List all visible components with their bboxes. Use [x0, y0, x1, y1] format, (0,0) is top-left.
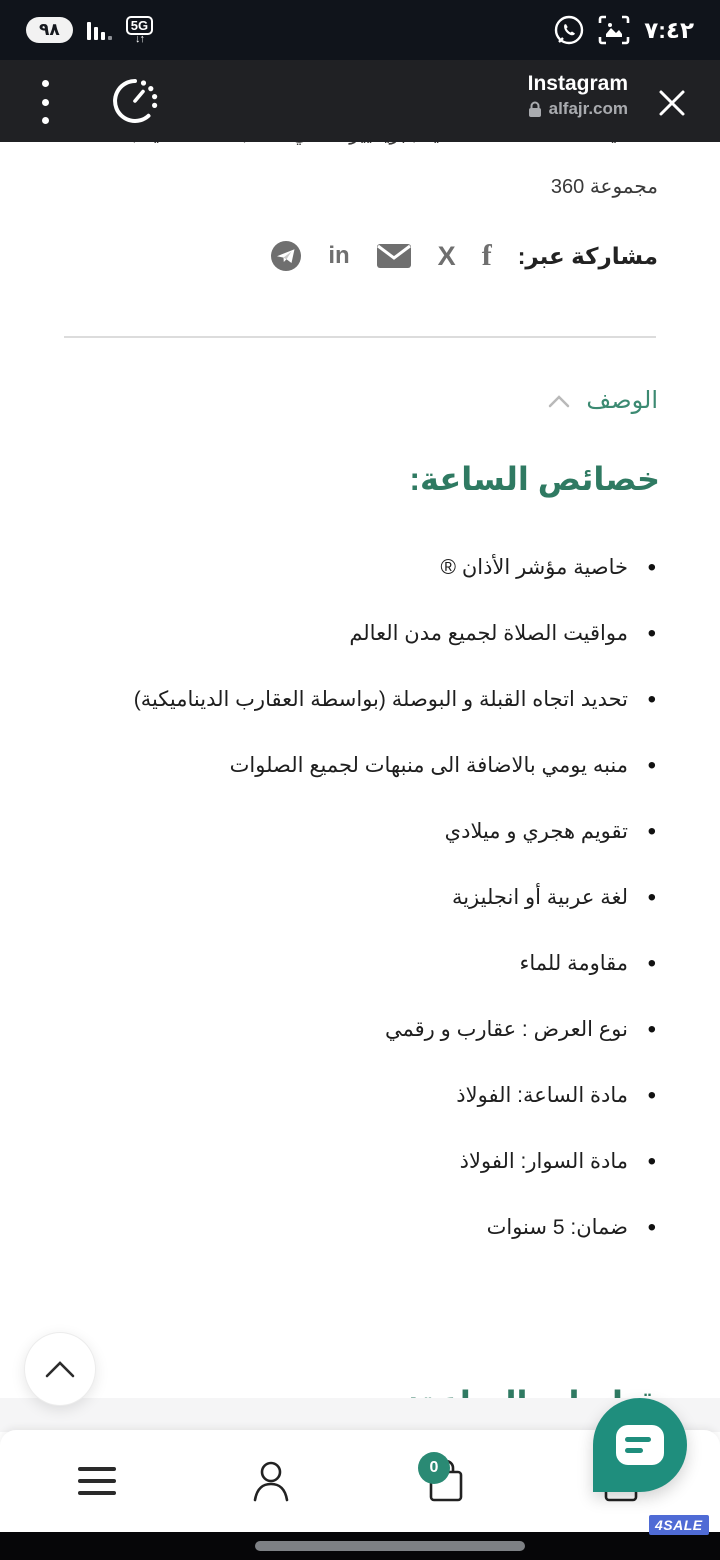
description-toggle-label: الوصف	[586, 387, 658, 414]
facebook-share-icon[interactable]: f	[481, 239, 492, 272]
hamburger-icon	[78, 1467, 116, 1495]
section-divider	[64, 336, 656, 338]
scroll-to-top-button[interactable]	[24, 1332, 96, 1406]
feature-item: • منبه يومي بالاضافة الى منبهات لجميع الصلوات	[60, 744, 658, 788]
linkedin-share-icon[interactable]: in	[328, 242, 350, 269]
menu-button[interactable]	[57, 1430, 137, 1532]
battery-indicator: ٩٨	[26, 17, 73, 43]
signal-strength-icon	[87, 20, 112, 40]
clock-time: ٧:٤٢	[644, 16, 694, 43]
user-icon	[248, 1458, 294, 1504]
screenshot-capture-icon	[598, 15, 630, 45]
whatsapp-notification-icon	[554, 15, 584, 45]
description-accordion-toggle[interactable]	[548, 386, 658, 415]
share-label: مشاركة عبر:	[517, 242, 658, 269]
chat-bubble-icon	[616, 1425, 664, 1465]
close-browser-button[interactable]	[650, 81, 694, 125]
chevron-up-icon	[548, 394, 570, 408]
feature-item: • نوع العرض : عقارب و رقمي	[60, 1008, 658, 1052]
telegram-share-icon[interactable]	[270, 240, 302, 272]
gesture-navigation-bar	[0, 1532, 720, 1560]
share-row	[270, 232, 658, 280]
feature-item: • ضمان: 5 سنوات	[60, 1206, 658, 1250]
live-chat-button[interactable]	[593, 1398, 687, 1492]
site-title-block	[528, 72, 628, 119]
features-list	[60, 546, 658, 1272]
account-button[interactable]	[231, 1430, 311, 1532]
cart-count-badge: 0	[418, 1452, 450, 1484]
instagram-browser-header	[0, 60, 720, 142]
app-name: Instagram	[527, 72, 628, 95]
feature-item: • تحديد اتجاه القبلة و البوصلة (بواسطة العقارب الديناميكية)	[60, 678, 658, 722]
x-twitter-share-icon[interactable]: X	[437, 240, 456, 271]
page-loading-icon	[108, 74, 162, 128]
network-5g-icon: 5G ↓↑	[126, 16, 153, 45]
features-heading: خصائص الساعة:	[409, 461, 660, 497]
cart-button[interactable]	[406, 1430, 486, 1532]
overflow-menu-button[interactable]	[34, 80, 56, 124]
feature-item: • مواقيت الصلاة لجميع مدن العالم	[60, 612, 658, 656]
feature-item: • مادة السوار: الفولاذ	[60, 1140, 658, 1184]
lock-icon	[528, 101, 542, 118]
status-right-cluster	[554, 15, 694, 45]
feature-item: • خاصية مؤشر الأذان ®	[60, 546, 658, 590]
feature-item: • لغة عربية أو انجليزية	[60, 876, 658, 920]
collection-link[interactable]: مجموعة 360	[550, 176, 658, 198]
email-share-icon[interactable]	[376, 243, 412, 269]
feature-item: • مقاومة للماء	[60, 942, 658, 986]
feature-item: • مادة الساعة: الفولاذ	[60, 1074, 658, 1118]
status-bar	[0, 0, 720, 60]
site-url: alfajr.com	[548, 99, 628, 118]
status-left-cluster	[26, 16, 153, 45]
watermark-badge: 4SALE	[649, 1515, 709, 1535]
home-indicator[interactable]	[255, 1541, 525, 1551]
feature-item: • تقويم هجري و ميلادي	[60, 810, 658, 854]
